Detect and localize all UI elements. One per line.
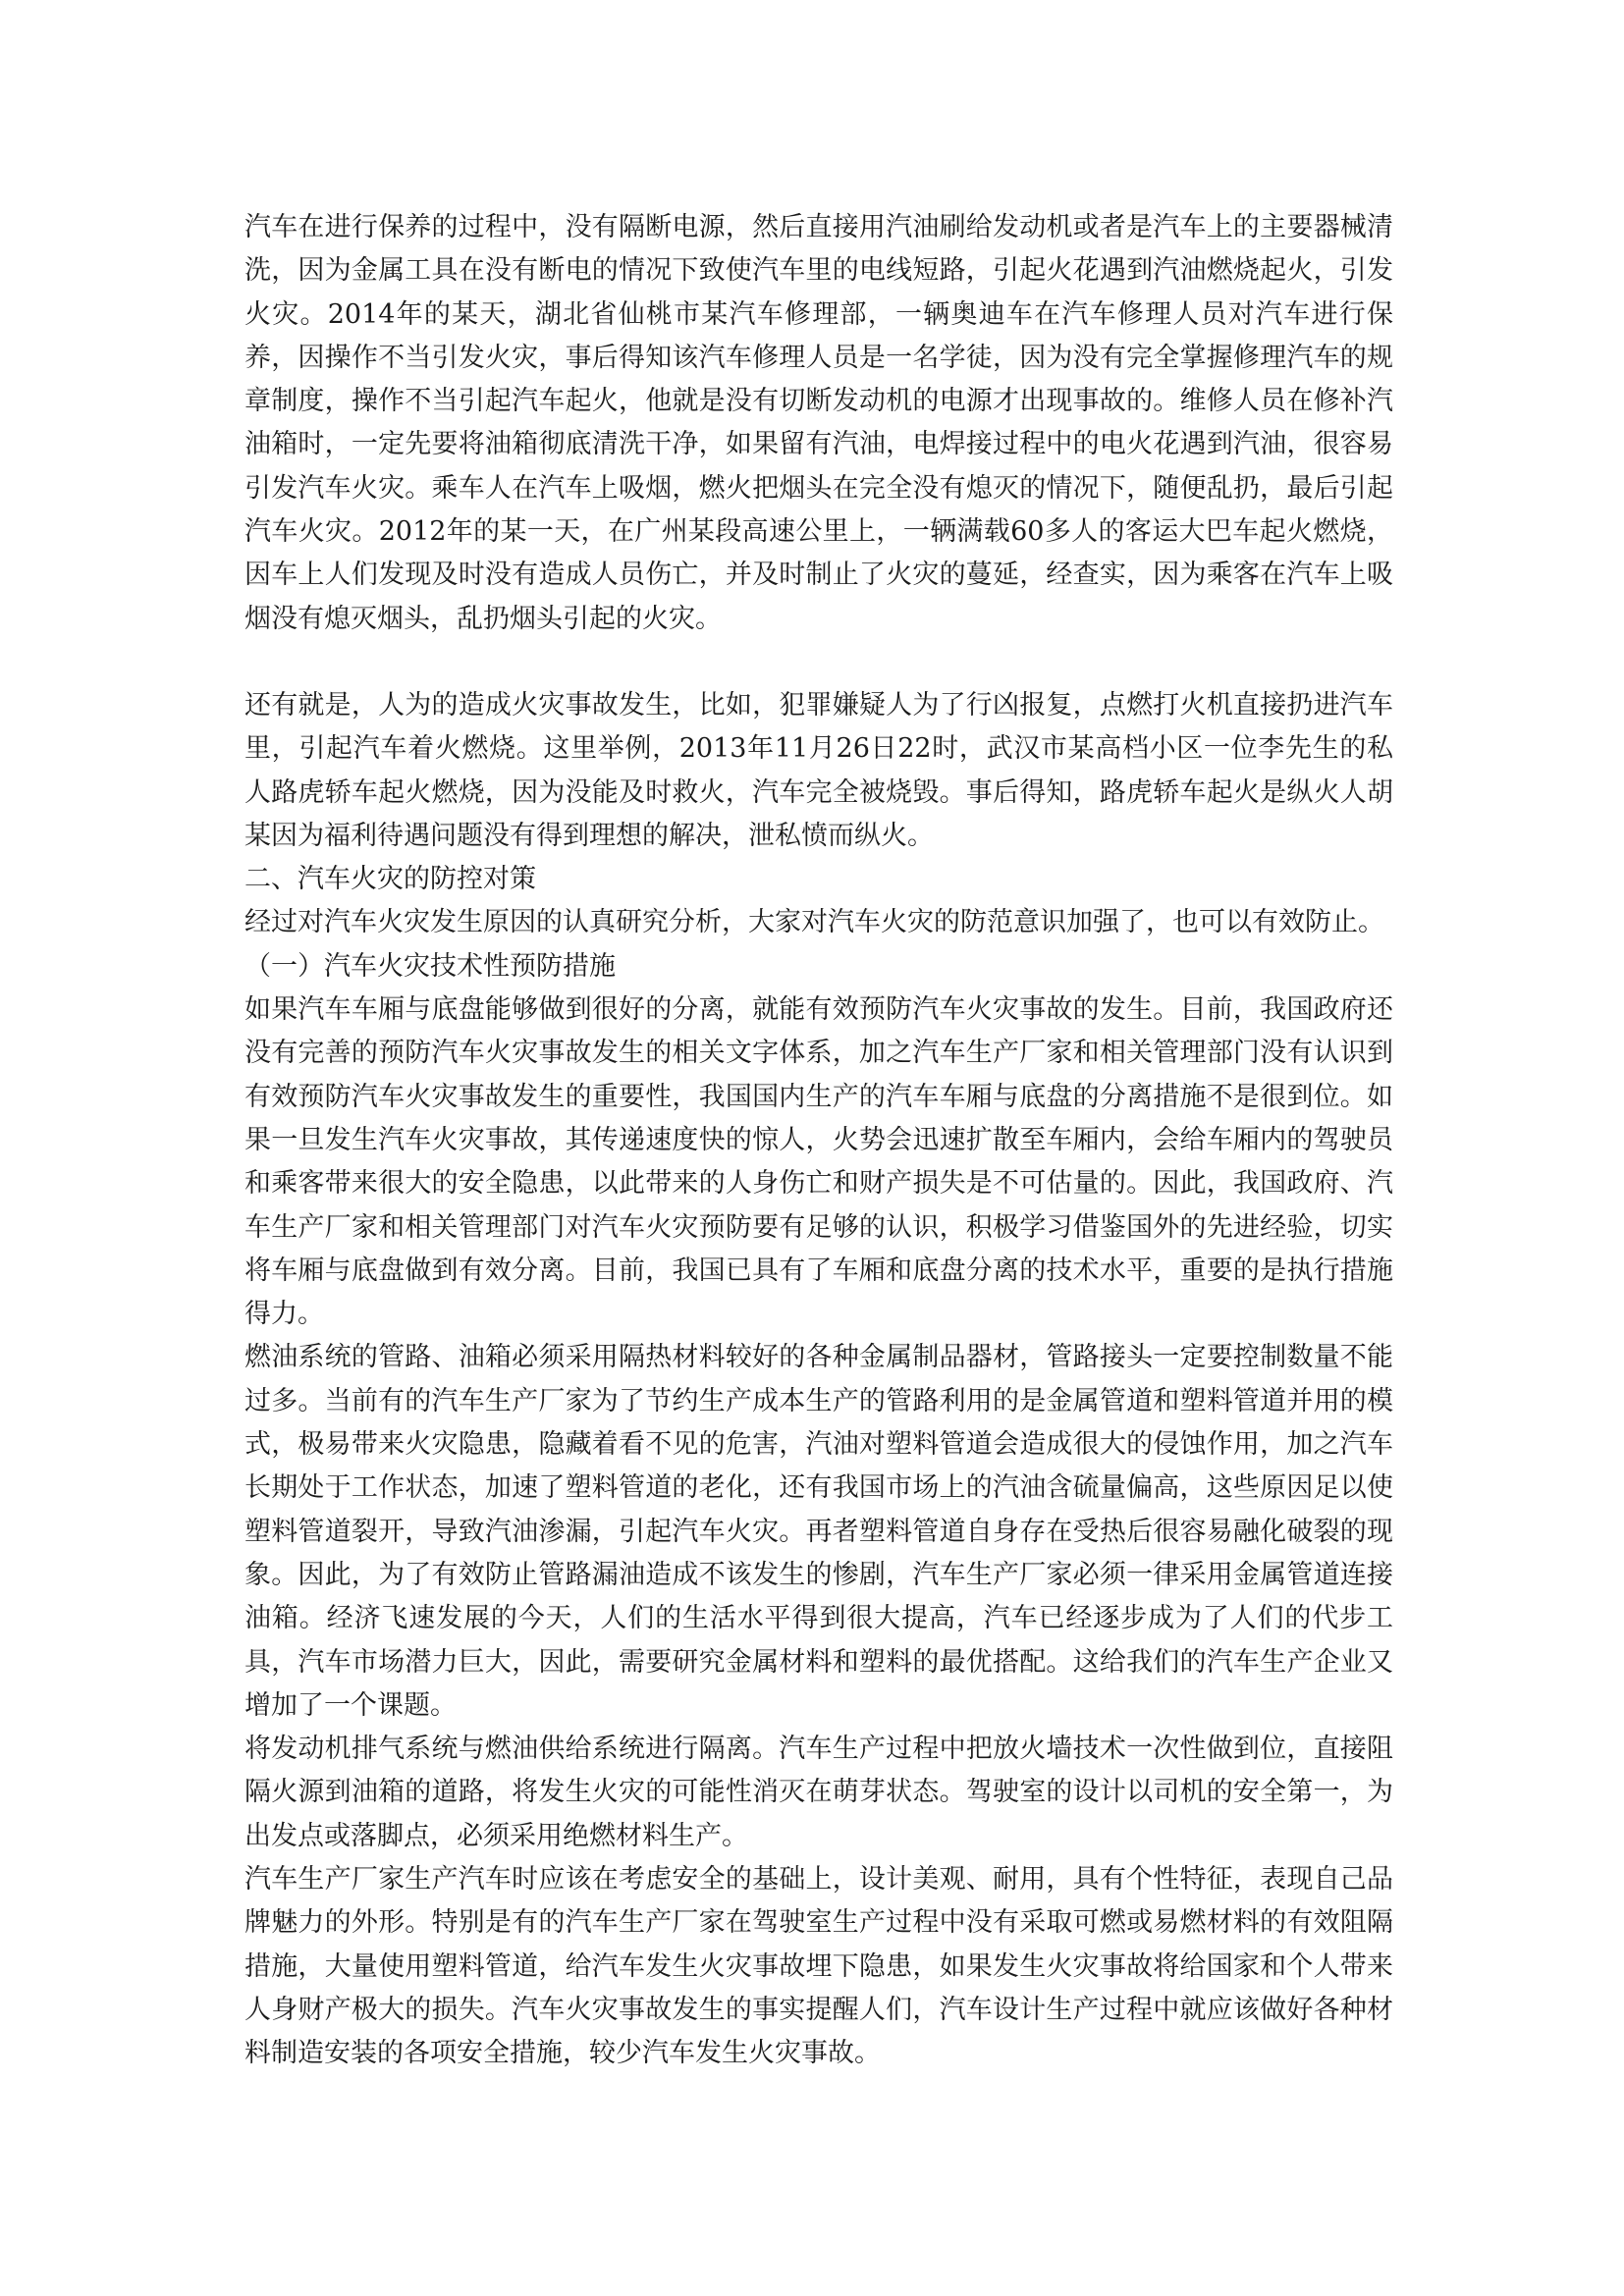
paragraph-arson-fire: 还有就是，人为的造成火灾事故发生，比如，犯罪嫌疑人为了行凶报复，点燃打火机直接扔进汽车里，引起汽车着火燃烧。这里举例，2013年11月26日22时，武汉市某高档小区一位李先生的私人路虎轿车起火燃烧，因为没能及时救火，汽车完全被烧毁。事后得知，路虎轿车起火是纵火人胡某因为福利待遇问题没有得到理想的解决，泄私愤而纵火。 [244, 689, 1393, 851]
paragraph-chassis-separation: 如果汽车车厢与底盘能够做到很好的分离，就能有效预防汽车火灾事故的发生。目前，我国政府还没有完善的预防汽车火灾事故发生的相关文字体系，加之汽车生产厂家和相关管理部门没有认识到有效预防汽车火灾事故发生的重要性，我国国内生产的汽车车厢与底盘的分离措施不是很到位。如果一旦发生汽车火灾事故，其传递速度快的惊人，火势会迅速扩散至车厢内，会给车厢内的驾驶员和乘客带来很大的安全隐患，以此带来的人身伤亡和财产损失是不可估量的。因此，我国政府、汽车生产厂家和相关管理部门对汽车火灾预防要有足够的认识，积极学习借鉴国外的先进经验，切实将车厢与底盘做到有效分离。目前，我国已具有了车厢和底盘分离的技术水平，重要的是执行措施得力。 [244, 994, 1393, 1330]
paragraph-exhaust-isolation: 将发动机排气系统与燃油供给系统进行隔离。汽车生产过程中把放火墙技术一次性做到位，直接阻隔火源到油箱的道路，将发生火灾的可能性消灭在萌芽状态。驾驶室的设计以司机的安全第一，为出发点或落脚点，必须采用绝燃材料生产。 [244, 1734, 1393, 1851]
subsection-heading-technical: （一）汽车火灾技术性预防措施 [244, 950, 616, 982]
paragraph-fuel-system: 燃油系统的管路、油箱必须采用隔热材料较好的各种金属制品器材，管路接头一定要控制数量不能过多。当前有的汽车生产厂家为了节约生产成本生产的管路利用的是金属管道和塑料管道并用的模式，极易带来火灾隐患，隐藏着看不见的危害，汽油对塑料管道会造成很大的侵蚀作用，加之汽车长期处于工作状态，加速了塑料管道的老化，还有我国市场上的汽油含硫量偏高，这些原因足以使塑料管道裂开，导致汽油渗漏，引起汽车火灾。再者塑料管道自身存在受热后很容易融化破裂的现象。因此，为了有效防止管路漏油造成不该发生的惨剧，汽车生产厂家必须一律采用金属管道连接油箱。经济飞速发展的今天，人们的生活水平得到很大提高，汽车已经逐步成为了人们的代步工具，汽车市场潜力巨大，因此，需要研究金属材料和塑料的最优搭配。这给我们的汽车生产企业又增加了一个课题。 [244, 1342, 1393, 1721]
paragraph-maintenance-fire: 汽车在进行保养的过程中，没有隔断电源，然后直接用汽油刷给发动机或者是汽车上的主要器械清洗，因为金属工具在没有断电的情况下致使汽车里的电线短路，引起火花遇到汽油燃烧起火，引发火灾。2014年的某天，湖北省仙桃市某汽车修理部，一辆奥迪车在汽车修理人员对汽车进行保养，因操作不当引发火灾，事后得知该汽车修理人员是一名学徒，因为没有完全掌握修理汽车的规章制度，操作不当引起汽车起火，他就是没有切断发动机的电源才出现事故的。维修人员在修补汽油箱时，一定先要将油箱彻底清洗干净，如果留有汽油，电焊接过程中的电火花遇到汽油，很容易引发汽车火灾。乘车人在汽车上吸烟，燃火把烟头在完全没有熄灭的情况下，随便乱扔，最后引起汽车火灾。2012年的某一天，在广州某段高速公里上，一辆满载60多人的客运大巴车起火燃烧，因车上人们发现及时没有造成人员伤亡，并及时制止了火灾的蔓延，经查实，因为乘客在汽车上吸烟没有熄灭烟头，乱扔烟头引起的火灾。 [244, 212, 1393, 634]
paragraph-prevention-intro: 经过对汽车火灾发生原因的认真研究分析，大家对汽车火灾的防范意识加强了，也可以有效防止。 [244, 907, 1384, 938]
section-heading-prevention: 二、汽车火灾的防控对策 [244, 864, 536, 895]
document-body [244, 206, 1393, 2075]
paragraph-design-safety: 汽车生产厂家生产汽车时应该在考虑安全的基础上，设计美观、耐用，具有个性特征，表现自己品牌魅力的外形。特别是有的汽车生产厂家在驾驶室生产过程中没有采取可燃或易燃材料的有效阻隔措施，大量使用塑料管道，给汽车发生火灾事故埋下隐患，如果发生火灾事故将给国家和个人带来人身财产极大的损失。汽车火灾事故发生的事实提醒人们，汽车设计生产过程中就应该做好各种材料制造安装的各项安全措施，较少汽车发生火灾事故。 [244, 1863, 1393, 2069]
